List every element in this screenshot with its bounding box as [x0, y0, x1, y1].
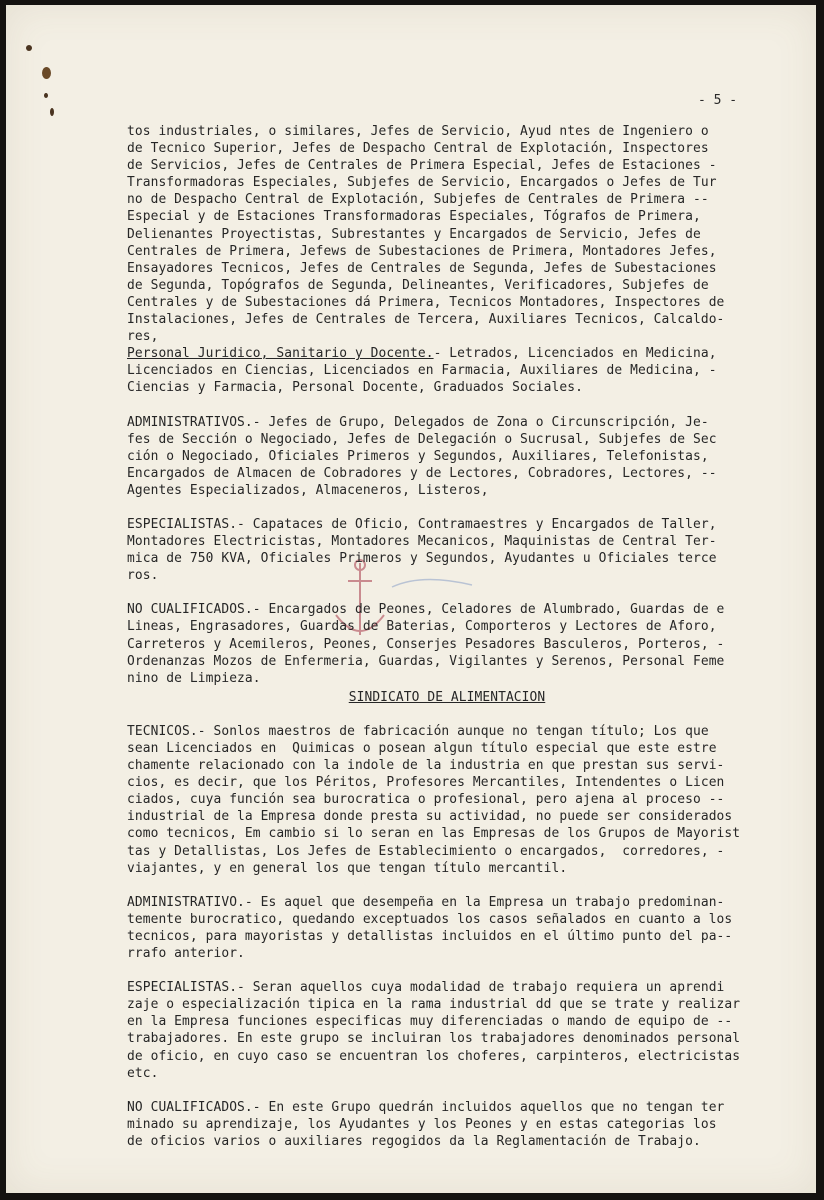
- text-line: Centrales de Primera, Jefews de Subestaciones de Primera, Montadores Jefes,: [127, 243, 717, 259]
- text-line: [127, 345, 767, 362]
- text-line: TECNICOS.- Sonlos maestros de fabricación aunque no tengan título; Los que: [127, 723, 709, 739]
- text-line: zaje o especialización tipica en la rama industrial dd que se trate y realizar: [127, 997, 741, 1013]
- text-line: temente burocratico, quedando exceptuados los casos señalados en cuanto a los: [127, 911, 733, 927]
- text-line: de oficio, en cuyo caso se encuentran los choferes, carpinteros, electricistas: [127, 1048, 741, 1064]
- text-line: etc.: [127, 1065, 159, 1081]
- paragraph: [127, 516, 767, 584]
- text-line: de Servicios, Jefes de Centrales de Primera Especial, Jefes de Estaciones -: [127, 158, 717, 174]
- text-line: industrial de la Empresa donde presta su actividad, no puede ser considerados: [127, 809, 733, 825]
- text-line: tecnicos, para mayoristas y detallistas incluidos en el último punto del pa--: [127, 928, 733, 944]
- text-line: Ensayadores Tecnicos, Jefes de Centrales de Segunda, Jefes de Subestaciones: [127, 260, 717, 276]
- text-line: de Segunda, Topógrafos de Segunda, Delineantes, Verificadores, Subjefes de: [127, 277, 709, 293]
- text-line: chamente relacionado con la indole de la industria en que prestan sus servi-: [127, 758, 725, 774]
- ink-stain: [26, 45, 32, 51]
- text-line: res,: [127, 329, 159, 345]
- text-line: mica de 750 KVA, Oficiales Primeros y Segundos, Ayudantes u Oficiales terce: [127, 551, 717, 567]
- paragraph: [127, 345, 767, 396]
- text-line: tos industriales, o similares, Jefes de Servicio, Ayud ntes de Ingeniero o: [127, 124, 709, 139]
- text-line: ADMINISTRATIVO.- Es aquel que desempeña en la Empresa un trabajo predominan-: [127, 894, 725, 910]
- section-title-text: SINDICATO DE ALIMENTACION: [348, 689, 546, 705]
- text-line: rrafo anterior.: [127, 946, 245, 962]
- text-line: minado su aprendizaje, los Ayudantes y los Peones y en estas categorias los: [127, 1116, 717, 1132]
- document-body: [127, 123, 767, 1150]
- text-line: Agentes Especializados, Almaceneros, Listeros,: [127, 482, 489, 498]
- paragraph: [127, 601, 767, 686]
- paragraph: [127, 123, 767, 345]
- text-line: Licenciados en Ciencias, Licenciados en Farmacia, Auxiliares de Medicina, -: [127, 363, 717, 379]
- text-line: como tecnicos, Em cambio si lo seran en las Empresas de los Grupos de Mayorist: [127, 826, 741, 842]
- text-line: Centrales y de Subestaciones dá Primera, Tecnicos Montadores, Inspectores de: [127, 294, 725, 310]
- paragraph: [127, 723, 767, 877]
- text-line: ciados, cuya función sea burocratica o profesional, pero ajena al proceso --: [127, 792, 725, 808]
- paragraph: [127, 894, 767, 962]
- section-title: [127, 689, 767, 706]
- text-line: NO CUALIFICADOS.- Encargados de Peones, Celadores de Alumbrado, Guardas de e: [127, 602, 725, 618]
- text-line: no de Despacho Central de Explotación, Subjefes de Centrales de Primera --: [127, 192, 709, 208]
- text-line: sean Licenciados en Quimicas o posean algun título especial que este estre: [127, 741, 717, 756]
- text-line: nino de Limpieza.: [127, 670, 261, 686]
- text-line: trabajadores. En este grupo se incluiran los trabajadores denominados personal: [127, 1031, 741, 1047]
- text-line: en la Empresa funciones especificas muy diferenciadas o mando de equipo de --: [127, 1014, 733, 1030]
- text-line-rest: - Letrados, Licenciados en Medicina,: [433, 346, 717, 362]
- text-line: Ordenanzas Mozos de Enfermeria, Guardas, Vigilantes y Serenos, Personal Feme: [127, 653, 725, 669]
- text-line: viajantes, y en general los que tengan título mercantil.: [127, 860, 568, 876]
- text-line: Ciencias y Farmacia, Personal Docente, Graduados Sociales.: [127, 380, 583, 396]
- text-line: Carreteros y Acemileros, Peones, Conserjes Pesadores Basculeros, Porteros, -: [127, 636, 725, 652]
- text-line: fes de Sección o Negociado, Jefes de Delegación o Sucrusal, Subjefes de Sec: [127, 431, 717, 447]
- ink-stain: [44, 93, 48, 98]
- text-line: ESPECIALISTAS.- Seran aquellos cuya modalidad de trabajo requiera un aprendi: [127, 980, 725, 996]
- paragraph: [127, 414, 767, 499]
- paragraph: [127, 1099, 767, 1150]
- text-line: Instalaciones, Jefes de Centrales de Tercera, Auxiliares Tecnicos, Calcaldo-: [127, 312, 725, 328]
- ink-stain: [50, 108, 54, 116]
- text-line: ESPECIALISTAS.- Capataces de Oficio, Contramaestres y Encargados de Taller,: [127, 516, 717, 532]
- text-line: ros.: [127, 568, 159, 584]
- text-line: Montadores Electricistas, Montadores Mecanicos, Maquinistas de Central Ter-: [127, 534, 717, 550]
- page-number: - 5 -: [698, 93, 738, 108]
- text-line: cios, es decir, que los Péritos, Profesores Mercantiles, Intendentes o Licen: [127, 775, 725, 791]
- text-line: Especial y de Estaciones Transformadoras Especiales, Tógrafos de Primera,: [127, 209, 701, 225]
- text-line: Transformadoras Especiales, Subjefes de Servicio, Encargados o Jefes de Tur: [127, 175, 717, 191]
- section-heading-personal: Personal Juridico, Sanitario y Docente.: [127, 346, 434, 362]
- text-line: ADMINISTRATIVOS.- Jefes de Grupo, Delegados de Zona o Circunscripción, Je-: [127, 414, 709, 430]
- text-line: ción o Negociado, Oficiales Primeros y Segundos, Auxiliares, Telefonistas,: [127, 448, 709, 464]
- text-line: tas y Detallistas, Los Jefes de Establecimiento o encargados, corredores, -: [127, 843, 725, 859]
- text-line: de oficios varios o auxiliares regogidos da la Reglamentación de Trabajo.: [127, 1133, 701, 1149]
- document-page: [6, 5, 816, 1193]
- text-line: de Tecnico Superior, Jefes de Despacho Central de Explotación, Inspectores: [127, 141, 709, 157]
- text-line: Delienantes Proyectistas, Subrestantes y Encargados de Servicio, Jefes de: [127, 226, 701, 242]
- paragraph: [127, 979, 767, 1082]
- text-line: NO CUALIFICADOS.- En este Grupo quedrán incluidos aquellos que no tengan ter: [127, 1099, 725, 1115]
- text-line: Lineas, Engrasadores, Guardas de Baterias, Comporteros y Lectores de Aforo,: [127, 619, 717, 635]
- text-line: Encargados de Almacen de Cobradores y de Lectores, Cobradores, Lectores, --: [127, 465, 717, 481]
- ink-stain: [42, 67, 51, 79]
